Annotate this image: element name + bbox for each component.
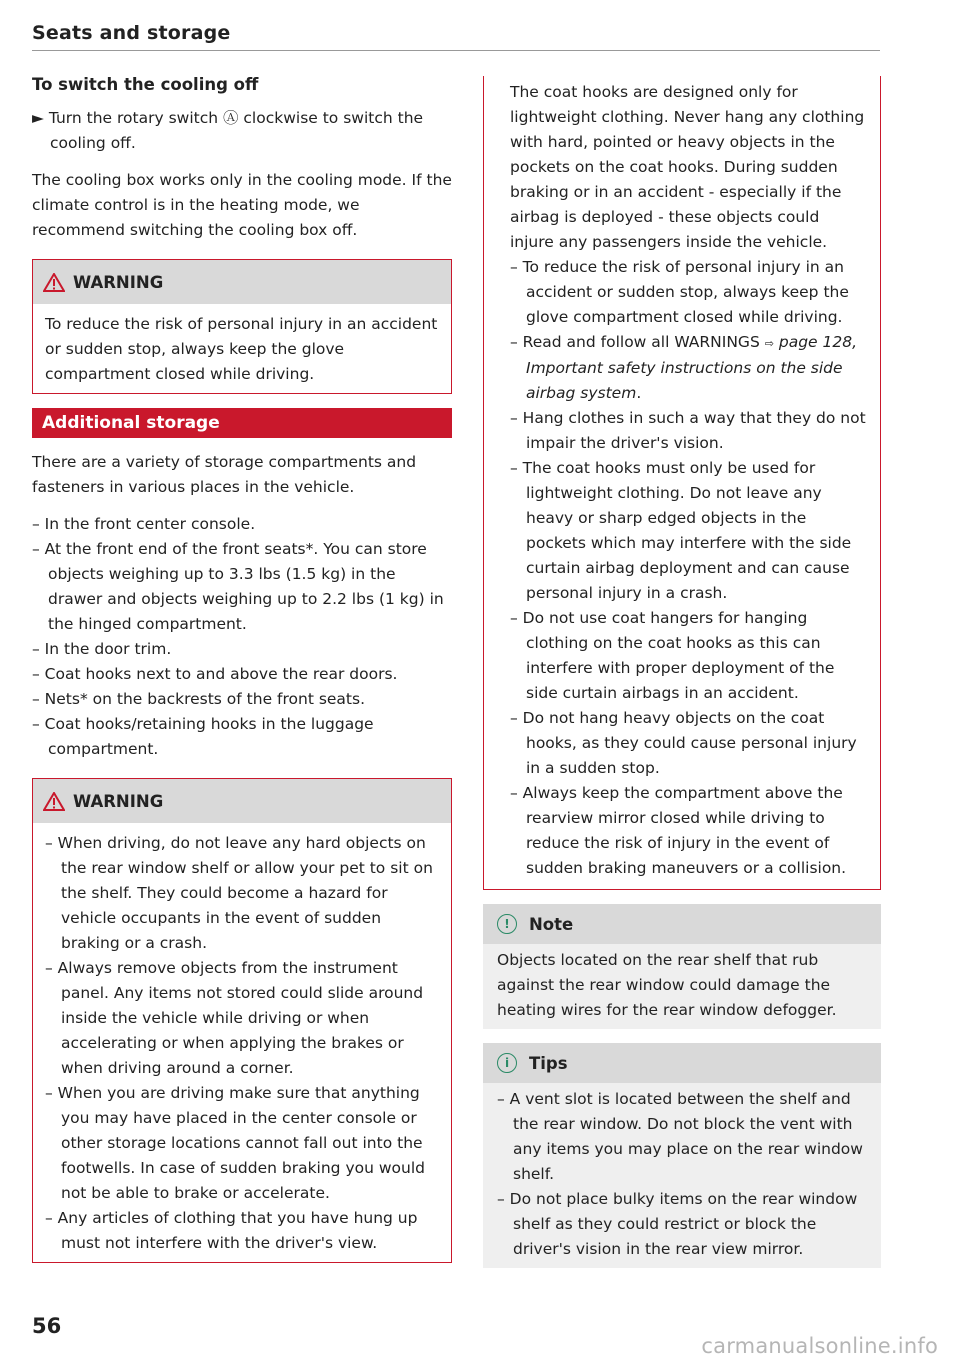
warning-item: – Do not use coat hangers for hanging clothing on the coat hooks as this can interfere with proper deployment of the side curtain airbags in an accident. xyxy=(510,609,835,702)
warning-triangle-icon xyxy=(43,792,65,811)
reference-prefix: – Read and follow all WARNINGS xyxy=(510,333,765,351)
warning-item: – When driving, do not leave any hard objects on the rear window shelf or allow your pet to sit on the shelf. They could become a hazard for vehicle occupants in the event of sudden braking or a crash. xyxy=(45,834,433,952)
page-number: 56 xyxy=(32,1314,62,1338)
list-item: – In the front center console. xyxy=(32,515,256,533)
warning-label: WARNING xyxy=(73,791,164,811)
note-header xyxy=(483,904,881,944)
tip-item: – A vent slot is located between the shelf and the rear window. Do not block the vent with any items you may place on the rear window shelf. xyxy=(497,1090,863,1183)
instruction-step: ► Turn the rotary switch Ⓐ clockwise to switch the cooling off. xyxy=(32,109,424,152)
warning-item: – The coat hooks must only be used for lightweight clothing. Do not leave any heavy or sharp edged objects in the pockets which may interfere with the side curtain airbag deployment and can cause personal injury in a crash. xyxy=(510,459,852,602)
left-column xyxy=(32,72,452,1277)
list-item: – Coat hooks/retaining hooks in the luggage compartment. xyxy=(32,715,374,758)
warning-triangle-icon xyxy=(43,273,65,292)
note-label: Note xyxy=(529,914,574,934)
warning-item: – Do not hang heavy objects on the coat hooks, as they could cause personal injury in a sudden stop. xyxy=(510,709,857,777)
storage-intro: There are a variety of storage compartments and fasteners in various places in the vehicle. xyxy=(32,453,417,496)
warning-label: WARNING xyxy=(73,272,164,292)
list-item: – In the door trim. xyxy=(32,640,172,658)
watermark: carmanualsonline.info xyxy=(701,1334,938,1358)
warning-item: – Always remove objects from the instrument panel. Any items not stored could slide around inside the vehicle while driving or when accelerating or when applying the brakes or when driving around a corner. xyxy=(45,959,424,1077)
tips-box xyxy=(483,1043,881,1268)
right-column xyxy=(483,76,881,1268)
exclamation-circle-icon: ! xyxy=(497,914,517,934)
warning-header xyxy=(33,260,451,304)
warning-item-reference xyxy=(510,330,868,406)
cooling-mode-paragraph: The cooling box works only in the cooling mode. If the climate control is in the heating mode, we recommend switching the cooling box off. xyxy=(32,171,452,239)
list-item: – Nets* on the backrests of the front seats. xyxy=(32,690,366,708)
page-reference-link[interactable]: page 128, Important safety instructions on the side airbag system xyxy=(526,333,858,402)
warning-continued-body xyxy=(484,76,880,889)
tip-item: – Do not place bulky items on the rear window shelf as they could restrict or block the driver's vision in the rear view mirror. xyxy=(497,1190,858,1258)
coat-hooks-intro: The coat hooks are designed only for lightweight clothing. Never hang any clothing with hard, pointed or heavy objects in the pockets on the coat hooks. During sudden braking or in an accident - especially if the airbag is deployed - these objects could injure any passengers inside the vehicle. xyxy=(510,83,865,251)
warning-text: To reduce the risk of personal injury in an accident or sudden stop, always keep the glove compartment closed while driving. xyxy=(45,315,438,383)
storage-list xyxy=(32,512,452,762)
note-box xyxy=(483,904,881,1029)
section-header: Seats and storage xyxy=(32,22,231,44)
warning-box-continued xyxy=(483,76,881,890)
info-circle-icon: i xyxy=(497,1053,517,1073)
warning-item: – Any articles of clothing that you have hung up must not interfere with the driver's view. xyxy=(45,1209,418,1252)
warning-item: – Always keep the compartment above the rearview mirror closed while driving to reduce the risk of injury in the event of sudden braking maneuvers or a collision. xyxy=(510,784,847,877)
warning-item: – To reduce the risk of personal injury in an accident or sudden stop, always keep the glove compartment closed while driving. xyxy=(510,258,849,326)
tips-list xyxy=(483,1083,881,1268)
warning-list xyxy=(33,823,451,1262)
warning-box-storage xyxy=(32,778,452,1263)
tips-label: Tips xyxy=(529,1053,568,1073)
subheading-cooling-off: To switch the cooling off xyxy=(32,75,259,94)
list-item: – At the front end of the front seats*. You can store objects weighing up to 3.3 lbs (1.5 kg) in the drawer and objects weighing up to 2.2 lbs (1 kg) in the hinged compartment. xyxy=(32,540,444,633)
reference-suffix: . xyxy=(636,384,642,402)
warning-box-glove xyxy=(32,259,452,394)
header-rule xyxy=(32,50,880,51)
warning-item: – When you are driving make sure that anything you may have placed in the center console or other storage locations cannot fall out into the footwells. In case of sudden braking you would not be able to brake or accelerate. xyxy=(45,1084,425,1202)
arrow-ref-icon: ⇨ xyxy=(764,337,774,350)
warning-item: – Hang clothes in such a way that they do not impair the driver's vision. xyxy=(510,409,866,452)
tips-header xyxy=(483,1043,881,1083)
list-item: – Coat hooks next to and above the rear doors. xyxy=(32,665,398,683)
warning-header xyxy=(33,779,451,823)
note-text: Objects located on the rear shelf that rub against the rear window could damage the heating wires for the rear window defogger. xyxy=(497,951,837,1019)
section-title-additional-storage: Additional storage xyxy=(32,408,452,438)
